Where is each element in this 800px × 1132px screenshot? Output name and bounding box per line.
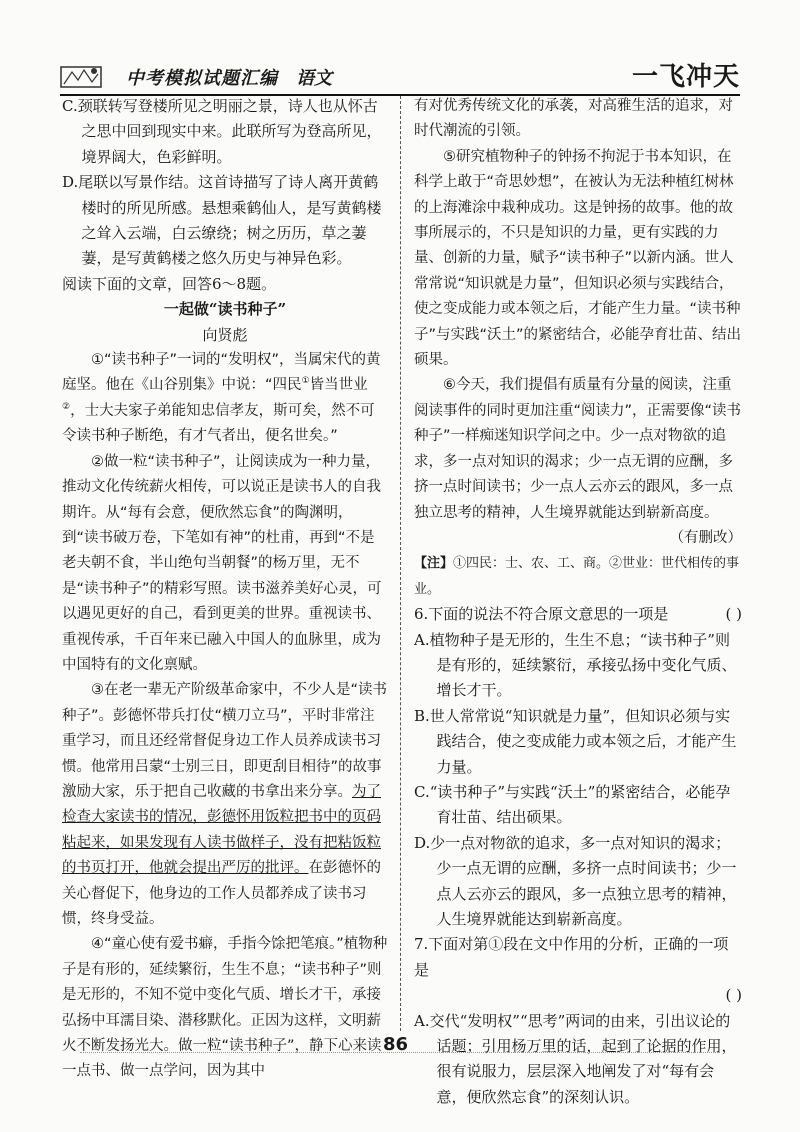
right-column [414, 94, 742, 1110]
option-d [62, 170, 388, 272]
q6-b-text: 世人常常说“知识就是力量”，但知识必须与实践结合，使之变成能力或本领之后，才能产生力量。 [429, 706, 737, 776]
question-7-stem: 7.下面对第①段在文中作用的分析，正确的一项是 [414, 935, 729, 979]
option-c-label: C. [62, 97, 78, 115]
book-decoration-icon [60, 64, 104, 90]
option-d-label: D. [62, 173, 79, 192]
source-note: （有删改） [669, 529, 742, 546]
q6-d-label: D. [414, 833, 431, 852]
q6-b-label: B. [414, 706, 430, 725]
q6-answer-bracket[interactable]: ( ) [725, 605, 742, 624]
p3-underlined-text: 为了检查大家读书的情况，彭德怀用饭粒把书中的页码粘起来，如果发现有人读书做样子，没有把粘饭粒的书页打开，他就会提出严厉的批评。 [62, 783, 381, 877]
q6-a-text: 植物种子是无形的，生生不息；“读书种子”则是有形的，延续繁衍，承接弘扬中变化气质、增长才干。 [429, 630, 737, 700]
q7-a-label: A. [414, 1011, 430, 1030]
column-divider [400, 96, 401, 1031]
option-d-text: 尾联以写景作结。这首诗描写了诗人离开黄鹤楼时的所见所感。悬想乘鹤仙人，是写黄鹤楼之耸入云端，白云缭绕；树之历历，草之萋萋，是写黄鹤楼之悠久历史与神异色彩。 [78, 173, 382, 268]
p1-text-c: ，士大夫家子弟能知忠信孝友，斯可矣，然不可令读书种子断绝，有才气者出，便名世矣。” [62, 402, 375, 445]
q6-option-a[interactable] [414, 628, 742, 704]
q7-answer-bracket[interactable]: ( ) [725, 986, 742, 1005]
footnote-ref-2: ② [62, 402, 71, 413]
article-author: 向贤彪 [202, 325, 248, 344]
footer-rule [80, 1052, 720, 1053]
brand-logo: 一飞冲天 [631, 62, 740, 92]
paragraph-6: ⑥今天，我们提倡有质量有分量的阅读，注重阅读事件的同时更加注重“阅读力”，正需要像“读书种子”一样痴迷知识学问之中。少一点对物欲的追求，多一点对知识的渴求；少一点无谓的应酬，多挤一点时间读书；少一点人云亦云的跟风，多一点独立思考的精神，人生境界就能达到崭新高度。 [414, 377, 742, 521]
q6-option-c[interactable] [414, 780, 742, 831]
paragraph-1 [62, 348, 388, 450]
p3-text-a: ③在老一辈无产阶级革命家中，不少人是“读书种子”。彭德怀带兵打仗“横刀立马”，平时非常注重学习，而且还经常督促身边工作人员养成读书习惯。他常用吕蒙“士别三日，即更刮目相待”的故事激励大家，乐于把自己收藏的书拿出来分享。 [62, 682, 388, 800]
q6-d-text: 少一点对物欲的追求，多一点对知识的渴求；少一点无谓的应酬，多挤一点时间读书；少一点人云亦云的跟风，多一点独立思考的精神，人生境界就能达到崭新高度。 [430, 833, 737, 928]
q6-c-text: “读书种子”与实践“沃土”的紧密结合，必能孕育壮苗、结出硕果。 [429, 782, 731, 827]
q7-option-a[interactable] [414, 1009, 742, 1111]
q6-option-d[interactable] [414, 831, 742, 933]
p1-text-a: ①“读书种子”一词的“发明权”，当属宋代的黄庭坚。他在《山谷别集》中说：“四民 [62, 352, 381, 394]
footnote-text: ①四民：士、农、工、商。②世业：世代相传的事业。 [414, 556, 740, 597]
footnote [414, 551, 742, 602]
q6-stem-text: 6.下面的说法不符合原文意思的一项是 [414, 605, 669, 624]
q6-a-label: A. [414, 630, 430, 649]
q6-option-b[interactable] [414, 704, 742, 780]
option-c-text: 颈联转写登楼所见之明丽之景，诗人也从怀古之思中回到现实中来。此联所写为登高所见，境界阔大，色彩鲜明。 [77, 97, 382, 166]
question-6-stem [414, 602, 742, 627]
page-header [60, 56, 740, 96]
q6-c-label: C. [414, 782, 430, 801]
p3-text-b: 在彭德怀的关心督促下，他身边的工作人员都养成了读书习惯，终身受益。 [62, 860, 381, 927]
footnote-ref-1: ① [301, 376, 310, 387]
q7-a-text: 交代“发明权”“思考”两词的由来，引出议论的话题；引用杨万里的话，起到了论据的作用，很有说服力，层层深入地阐发了对“每有会意，便欣然忘食”的深刻认识。 [429, 1011, 737, 1106]
subject-label: 语文 [296, 68, 332, 89]
article-title: 一起做“读书种子” [163, 300, 287, 319]
paragraph-5: ⑤研究植物种子的钟扬不拘泥于书本知识，在科学上敢于“奇思妙想”，在被认为无法种植红树林的上海滩涂中栽种成功。这是钟扬的故事。他的故事所展示的，不只是知识的力量，更有实践的力量、创新的力量，赋予“读书种子”以新内涵。世人常常说“知识就是力量”，但知识必须与实践结合，使之变成能力或本领之后，才能产生力量。“读书种子”与实践“沃土”的紧密结合，必能孕育壮苗、结出硕果。 [414, 148, 742, 369]
footnote-label: 【注】 [414, 556, 454, 572]
reading-instruction: 阅读下面的文章，回答6～8题。 [62, 274, 277, 293]
paragraph-4-continued: 有对优秀传统文化的承袭，对高雅生活的追求，对时代潮流的引领。 [414, 98, 733, 140]
p1-text-b: 皆当世业 [309, 377, 368, 394]
series-title: 中考模拟试题汇编 [126, 68, 278, 89]
paragraph-2: ②做一粒“读书种子”，让阅读成为一种力量，推动文化传统薪火相传，可以说正是读书人的自我期许。从“每有会意，便欣然忘食”的陶渊明，到“读书破万卷，下笔如有神”的杜甫，再到“不是老夫朝不食，半山绝句当朝餐”的杨万里，无不是“读书种子”的精彩写照。读书滋养美好心灵，可以遇见更好的自己，看到更美的世界。重视读书、重视传承，千百年来已融入中国人的血脉里，成为中国特有的文化禀赋。 [62, 453, 382, 673]
paragraph-3 [62, 678, 388, 932]
page-number: 86 [383, 1034, 409, 1055]
left-column [62, 94, 388, 1085]
paragraph-4: ④“童心使有爱书癖，手指今馀把笔痕。”植物种子是有形的，延续繁衍，生生不息；“读书种子”则是无形的，不知不觉中变化气质、增长才干，承接弘扬中耳濡目染、潜移默化。正因为这样，文明薪火不断发扬光大。做一粒“读书种子”，静下心来读一点书、做一点学问，因为其中 [62, 936, 388, 1080]
option-c [62, 94, 388, 170]
